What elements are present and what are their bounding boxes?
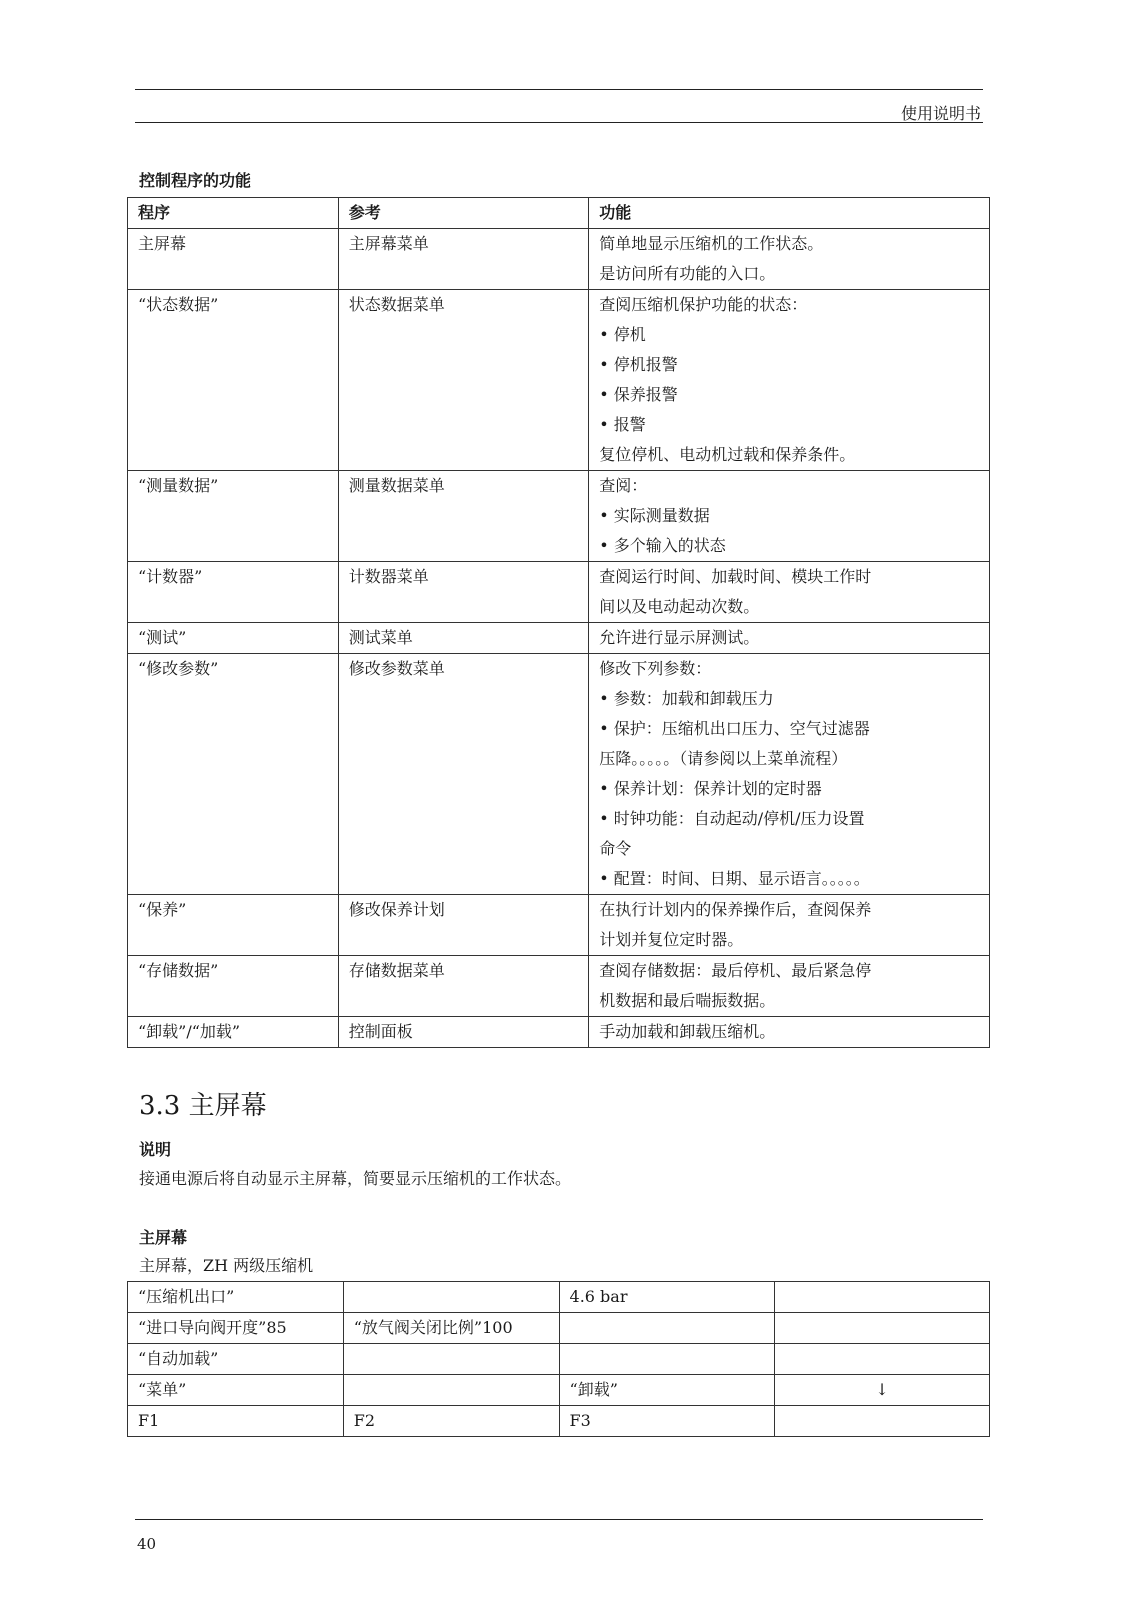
function-line: 允许进行显示屏测试。: [599, 628, 760, 647]
table-row: [128, 956, 990, 1017]
reference-cell: 主屏幕菜单: [338, 229, 589, 290]
screen-cell: [775, 1313, 990, 1344]
function-line: • 报警: [599, 415, 646, 434]
function-line: • 实际测量数据: [599, 506, 710, 525]
function-line: 查阅：: [599, 476, 648, 495]
reference-cell: 控制面板: [338, 1017, 589, 1048]
function-line: 机数据和最后喘振数据。: [599, 991, 776, 1010]
screen-row: [128, 1313, 990, 1344]
function-line: 命令: [599, 839, 632, 858]
reference-cell: 计数器菜单: [338, 562, 589, 623]
program-cell: “存储数据”: [128, 956, 339, 1017]
table-row: [128, 623, 990, 654]
table-row: [128, 654, 990, 895]
screen-cell: 4.6 bar: [559, 1282, 775, 1313]
reference-cell: 测量数据菜单: [338, 471, 589, 562]
function-line: 计划并复位定时器。: [599, 930, 744, 949]
function-line: 间以及电动起动次数。: [599, 597, 760, 616]
function-line: • 保养计划：保养计划的定时器: [599, 779, 822, 798]
control-functions-table: [127, 197, 990, 1048]
function-cell: [589, 290, 990, 471]
table-row: [128, 562, 990, 623]
page-number: 40: [137, 1535, 157, 1553]
function-cell: [589, 895, 990, 956]
table-row: [128, 229, 990, 290]
program-cell: “状态数据”: [128, 290, 339, 471]
screen-cell: F3: [559, 1406, 775, 1437]
program-cell: “保养”: [128, 895, 339, 956]
screen-cell: [343, 1282, 559, 1313]
screen-row: [128, 1282, 990, 1313]
screen-cell: [559, 1313, 775, 1344]
control-functions-heading: 控制程序的功能: [139, 171, 252, 190]
screen-cell: [775, 1406, 990, 1437]
function-cell: [589, 471, 990, 562]
function-cell: [589, 956, 990, 1017]
function-cell: [589, 1017, 990, 1048]
function-cell: [589, 654, 990, 895]
description-label: 说明: [139, 1140, 172, 1159]
reference-cell: 修改参数菜单: [338, 654, 589, 895]
screen-cell: F2: [343, 1406, 559, 1437]
table-row: [128, 1017, 990, 1048]
screen-cell: [775, 1282, 990, 1313]
screen-cell: F1: [128, 1406, 344, 1437]
screen-cell: “菜单”: [128, 1375, 344, 1406]
function-line: • 时钟功能：自动起动/停机/压力设置: [599, 809, 865, 828]
screen-cell: [343, 1375, 559, 1406]
function-line: • 多个输入的状态: [599, 536, 726, 555]
screen-cell: [559, 1344, 775, 1375]
function-line: 查阅运行时间、加载时间、模块工作时: [599, 567, 872, 586]
screen-cell: [343, 1344, 559, 1375]
function-line: • 参数：加载和卸载压力: [599, 689, 774, 708]
column-header-reference: 参考: [338, 198, 589, 229]
reference-cell: 存储数据菜单: [338, 956, 589, 1017]
main-screen-caption: 主屏幕，ZH 两级压缩机: [139, 1256, 314, 1275]
function-line: 手动加载和卸载压缩机。: [599, 1022, 776, 1041]
screen-cell: “卸载”: [559, 1375, 775, 1406]
function-line: 查阅存储数据：最后停机、最后紧急停: [599, 961, 872, 980]
main-screen-table: [127, 1281, 990, 1437]
header-top-rule: [135, 89, 983, 90]
table-header-row: [128, 198, 990, 229]
function-line: • 保养报警: [599, 385, 678, 404]
function-line: 简单地显示压缩机的工作状态。: [599, 234, 824, 253]
function-line: 查阅压缩机保护功能的状态：: [599, 295, 808, 314]
reference-cell: 测试菜单: [338, 623, 589, 654]
header-title: 使用说明书: [900, 104, 981, 123]
screen-cell: [775, 1344, 990, 1375]
table-row: [128, 471, 990, 562]
function-line: 修改下列参数：: [599, 659, 712, 678]
function-cell: [589, 229, 990, 290]
program-cell: “测试”: [128, 623, 339, 654]
program-cell: “修改参数”: [128, 654, 339, 895]
reference-cell: 状态数据菜单: [338, 290, 589, 471]
function-line: 压降。。。。。（请参阅以上菜单流程）: [599, 749, 848, 768]
function-line: 在执行计划内的保养操作后，查阅保养: [599, 900, 872, 919]
function-line: • 停机: [599, 325, 646, 344]
program-cell: “计数器”: [128, 562, 339, 623]
main-screen-label: 主屏幕: [139, 1228, 188, 1247]
screen-row: [128, 1375, 990, 1406]
program-cell: “卸载”/“加载”: [128, 1017, 339, 1048]
function-line: 复位停机、电动机过载和保养条件。: [599, 445, 856, 464]
function-cell: [589, 623, 990, 654]
screen-cell: “自动加载”: [128, 1344, 344, 1375]
screen-cell: “压缩机出口”: [128, 1282, 344, 1313]
table-row: [128, 290, 990, 471]
reference-cell: 修改保养计划: [338, 895, 589, 956]
column-header-program: 程序: [128, 198, 339, 229]
table-row: [128, 895, 990, 956]
section-title: 3.3 主屏幕: [139, 1091, 267, 1121]
function-cell: [589, 562, 990, 623]
screen-row: [128, 1344, 990, 1375]
program-cell: 主屏幕: [128, 229, 339, 290]
column-header-function: 功能: [589, 198, 990, 229]
function-line: 是访问所有功能的入口。: [599, 264, 776, 283]
footer-rule: [135, 1519, 983, 1520]
screen-cell: “放气阀关闭比例”100: [343, 1313, 559, 1344]
program-cell: “测量数据”: [128, 471, 339, 562]
header-bottom-rule: [135, 122, 983, 123]
function-line: • 配置：时间、日期、显示语言。。。。。: [599, 869, 870, 888]
function-line: • 停机报警: [599, 355, 678, 374]
screen-cell: “进口导向阀开度”85: [128, 1313, 344, 1344]
down-arrow-icon: ↓: [775, 1375, 990, 1406]
description-text: 接通电源后将自动显示主屏幕，简要显示压缩机的工作状态。: [139, 1169, 572, 1188]
function-line: • 保护：压缩机出口压力、空气过滤器: [599, 719, 870, 738]
screen-row: [128, 1406, 990, 1437]
